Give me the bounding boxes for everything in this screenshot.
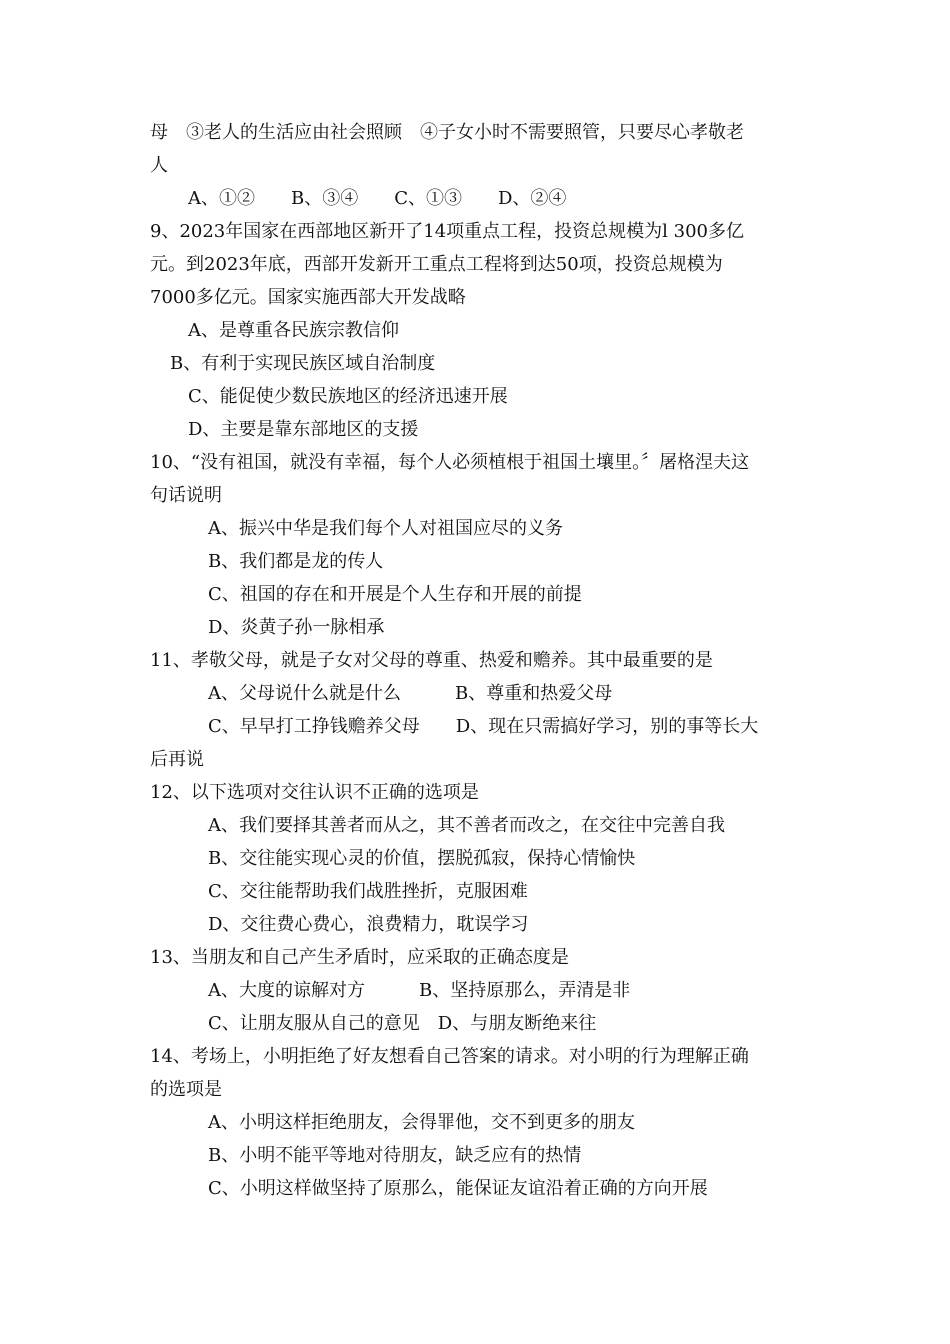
option-a: A、是尊重各民族宗教信仰 (188, 320, 399, 341)
text-line: 7000多亿元。国家实施西部大开发战略 (150, 287, 466, 308)
option-b: B、有利于实现民族区域自治制度 (170, 353, 436, 374)
question-9: 9、2023年国家在西部地区新开了14项重点工程，投资总规模为l 300多亿 (150, 221, 744, 242)
option-c: C、小明这样做坚持了原那么，能保证友谊沿着正确的方向开展 (208, 1178, 708, 1199)
option-b: B、交往能实现心灵的价值，摆脱孤寂，保持心情愉快 (208, 848, 636, 869)
option-b: B、小明不能平等地对待朋友，缺乏应有的热情 (208, 1145, 582, 1166)
text-line: 元。到2023年底，西部开发新开工重点工程将到达50项，投资总规模为 (150, 254, 723, 275)
option-a: A、小明这样拒绝朋友，会得罪他，交不到更多的朋友 (208, 1112, 635, 1133)
option-c: C、能促使少数民族地区的经济迅速开展 (188, 386, 508, 407)
option-b: B、我们都是龙的传人 (208, 551, 384, 572)
text-line: 母 ③老人的生活应由社会照顾 ④子女小时不需要照管，只要尽心孝敬老 (150, 122, 744, 143)
option-c: C、祖国的存在和开展是个人生存和开展的前提 (208, 584, 582, 605)
option-line: A、父母说什么就是什么 B、尊重和热爱父母 (208, 683, 613, 704)
text-line: 句话说明 (150, 485, 222, 506)
option-a: A、振兴中华是我们每个人对祖国应尽的义务 (208, 518, 563, 539)
question-10: 10、“没有祖国，就没有幸福，每个人必须植根于祖国土壤里。〞屠格涅夫这 (150, 452, 750, 473)
question-11: 11、孝敬父母，就是子女对父母的尊重、热爱和赡养。其中最重要的是 (150, 650, 713, 671)
option-d: D、主要是靠东部地区的支援 (188, 419, 419, 440)
text-line: 后再说 (150, 749, 204, 770)
text-line: A、①② B、③④ C、①③ D、②④ (188, 188, 567, 209)
option-line: C、让朋友服从自己的意见 D、与朋友断绝来往 (208, 1013, 597, 1034)
question-14: 14、考场上，小明拒绝了好友想看自己答案的请求。对小明的行为理解正确 (150, 1046, 749, 1067)
option-line: C、早早打工挣钱赡养父母 D、现在只需搞好学习，别的事等长大 (208, 716, 759, 737)
question-13: 13、当朋友和自己产生矛盾时，应采取的正确态度是 (150, 947, 569, 968)
option-line: A、大度的谅解对方 B、坚持原那么，弄清是非 (208, 980, 631, 1001)
option-d: D、交往费心费心，浪费精力，耽误学习 (208, 914, 529, 935)
option-a: A、我们要择其善者而从之，其不善者而改之，在交往中完善自我 (208, 815, 725, 836)
text-line: 人 (150, 155, 168, 176)
option-c: C、交往能帮助我们战胜挫折，克服困难 (208, 881, 528, 902)
option-d: D、炎黄子孙一脉相承 (208, 617, 385, 638)
question-12: 12、以下选项对交往认识不正确的选项是 (150, 782, 479, 803)
text-line: 的选项是 (150, 1079, 222, 1100)
